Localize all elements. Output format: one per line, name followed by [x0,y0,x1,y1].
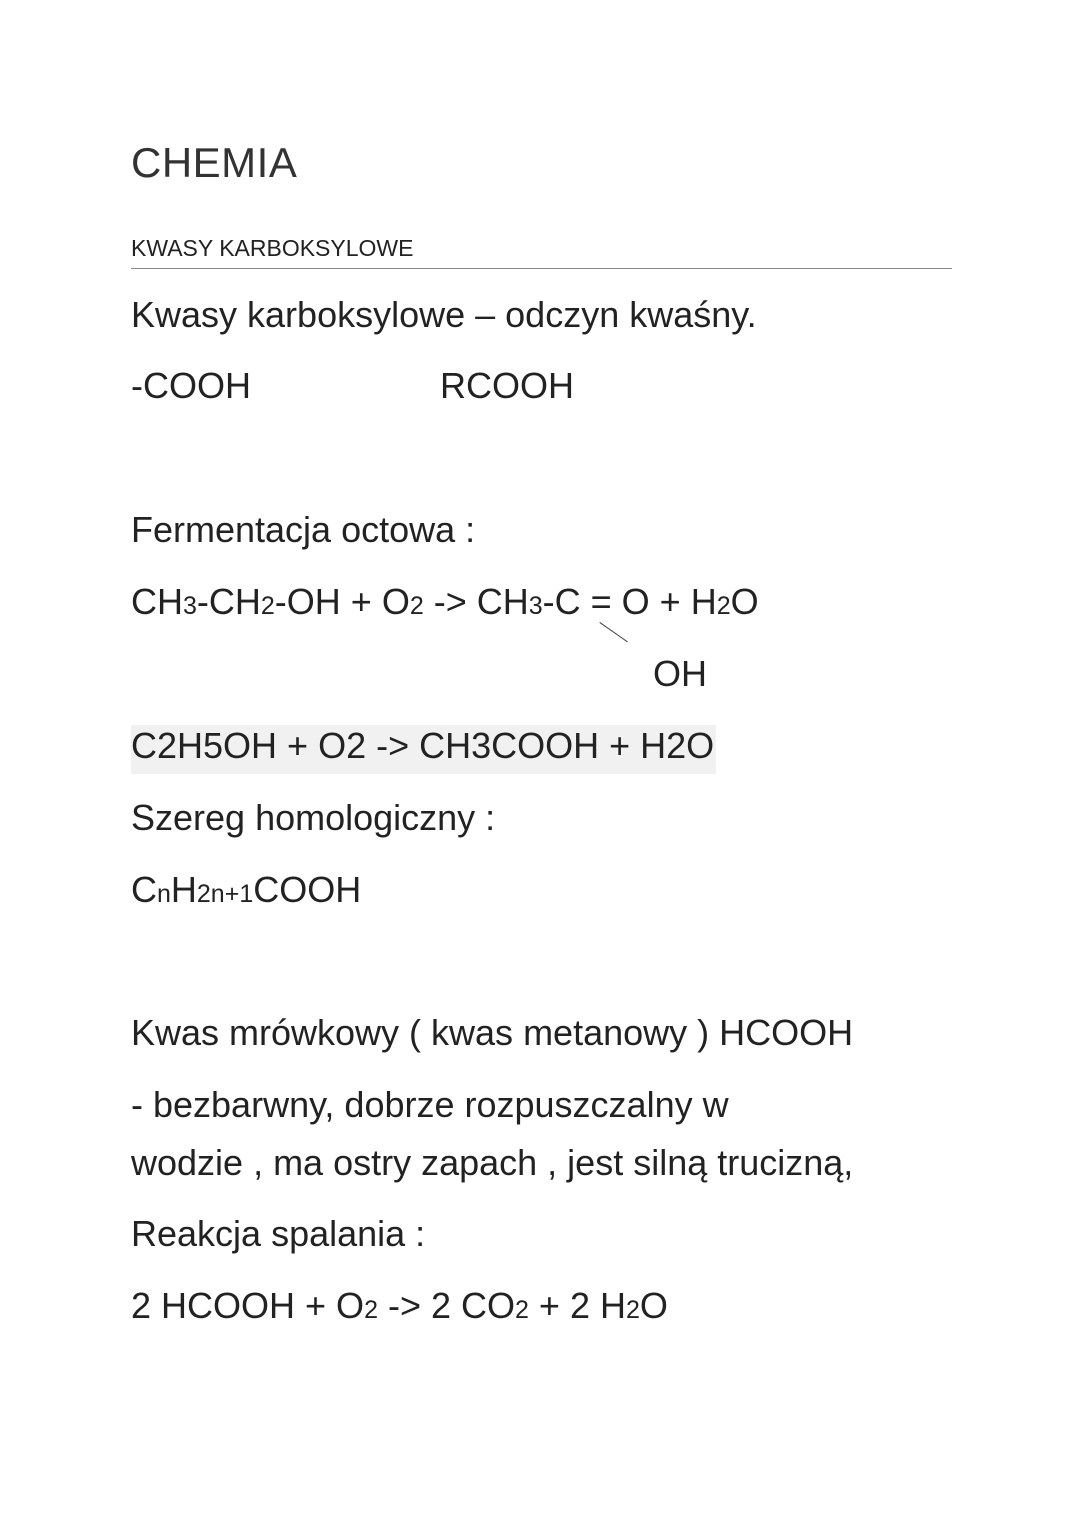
formic-props-line2: wodzie , ma ostry zapach , jest silną trucizną, [131,1142,854,1183]
eq-subscript: 2 [260,592,275,620]
eq-part: CH [131,581,183,622]
title-divider [131,268,952,269]
section-subtitle: KWASY KARBOKSYLOWE [131,235,414,261]
homologous-heading: Szereg homologiczny : [131,797,496,838]
formula-part: H [170,869,197,910]
eq-part: O [639,1285,668,1326]
single-bond-line [599,622,627,642]
eq-part: -OH + O [274,581,410,622]
eq-part: + 2 H [528,1285,626,1326]
eq-subscript: 3 [528,592,543,620]
page-title: CHEMIA [131,139,298,186]
formic-heading: Kwas mrówkowy ( kwas metanowy ) HCOOH [131,1012,854,1053]
eq-subscript: 2 [515,1296,529,1324]
general-formula: RCOOH [440,365,574,406]
eq-part: -> CH [423,581,529,622]
highlighted-equation: C2H5OH + O2 -> CH3COOH + H2O [131,725,716,774]
intro-line: Kwasy karboksylowe – odczyn kwaśny. [131,294,757,335]
eq-subscript: 2 [716,592,731,620]
eq-subscript: 2 [364,1296,378,1324]
eq-subscript: 2 [625,1296,640,1324]
eq-part: O [730,581,759,622]
formula-subscript: n [157,880,171,908]
fermentation-equation [131,581,759,622]
hydroxyl-label: OH [653,653,707,694]
combustion-heading: Reakcja spalania : [131,1213,426,1254]
fermentation-heading: Fermentacja octowa : [131,509,476,550]
homologous-formula [131,869,362,910]
formula-part: C [131,869,157,910]
eq-part: -CH [196,581,261,622]
eq-subscript: 3 [183,592,197,620]
eq-part: 2 HCOOH + O [131,1285,365,1326]
eq-subscript: 2 [409,592,424,620]
formic-props-line1: - bezbarwny, dobrze rozpuszczalny w [131,1084,729,1125]
condensed-equation [131,725,716,766]
combustion-equation [131,1285,668,1326]
formula-part: COOH [253,869,362,910]
formula-subscript: 2n+1 [196,880,254,908]
eq-part: -C = O + H [542,581,717,622]
carboxyl-group: -COOH [131,365,251,406]
eq-part: -> 2 CO [377,1285,516,1326]
